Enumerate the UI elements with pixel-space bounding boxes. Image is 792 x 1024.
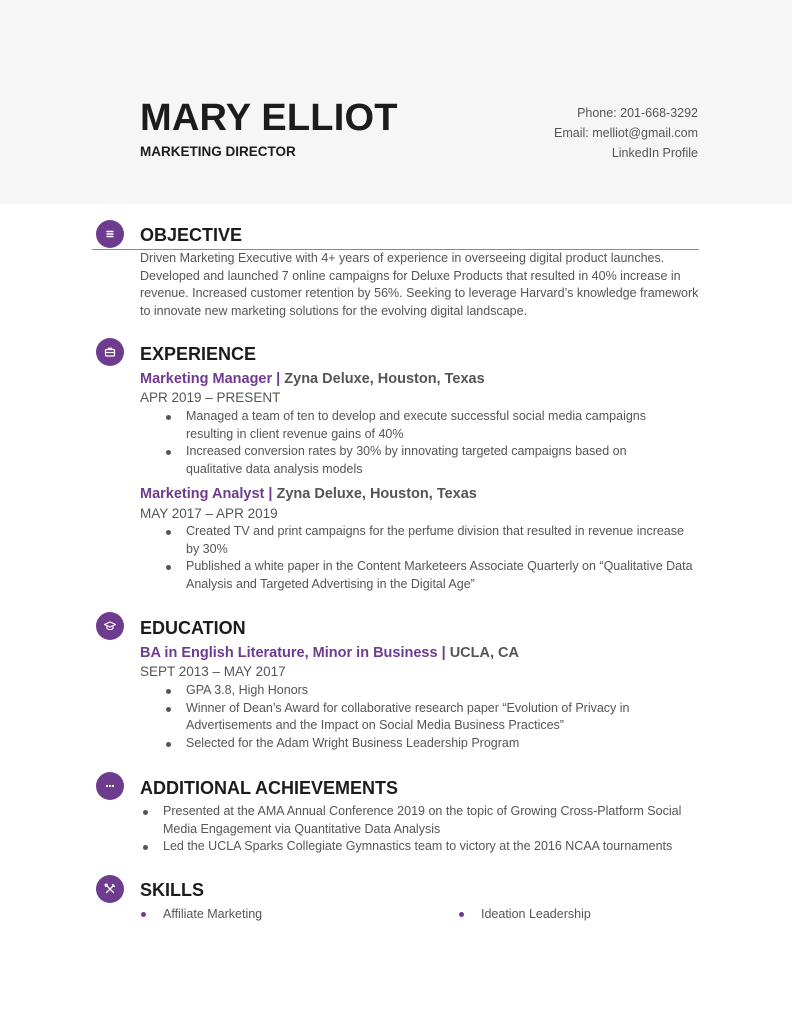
contact-phone: Phone: 201-668-3292 [577,106,698,120]
skill-item: Affiliate Marketing [140,906,262,923]
job-position: Marketing Analyst [140,486,265,502]
contact-block [554,103,698,163]
job-position: Marketing Manager [140,371,273,387]
more-dots-icon [96,772,124,800]
list-item: Increased conversion rates by 30% by innovating targeted campaigns based on qualitative data analysis models [163,443,673,478]
section-title-education: EDUCATION [140,618,246,638]
job-bullets-2 [163,523,698,593]
objective-text: Driven Marketing Executive with 4+ years of experience in overseeing digital product launches. Developed and launched 7 online campaigns for Deluxe Products that resulted in 40% increase in revenue. Increased customer retention by 56%. Seeking to leverage Harvard’s knowledge framework to innovate new marketing solutions for the evolving digital landscape. [140,251,699,318]
tools-icon [96,875,124,903]
list-item: Presented at the AMA Annual Conference 2019 on the topic of Growing Cross-Platform Social Media Engagement via Quantitative Data Analysis [140,803,705,838]
job-company: Zyna Deluxe, Houston, Texas [276,486,477,502]
degree: BA in English Literature, Minor in Business [140,645,438,661]
list-item: Winner of Dean’s Award for collaborative research paper “Evolution of Privacy in Advertisements and the Impact on Social Media Business Practices” [163,700,663,735]
job-title-2 [140,485,477,503]
education-bullets [163,682,663,752]
list-item: GPA 3.8, High Honors [163,682,663,700]
degree-separator: | [437,645,450,661]
list-item: Created TV and print campaigns for the perfume division that resulted in revenue increase by 30% [163,523,698,558]
school: UCLA, CA [449,645,519,661]
list-item: Managed a team of ten to develop and execute successful social media campaigns resulting in client revenue gains of 40% [163,408,673,443]
list-item: Published a white paper in the Content Marketeers Associate Quarterly on “Qualitative Data Analysis and Targeted Advertising in the Digital Age” [163,558,698,593]
list-item: Led the UCLA Sparks Collegiate Gymnastics team to victory at the 2016 NCAA tournaments [140,838,705,856]
section-title-achievements: ADDITIONAL ACHIEVEMENTS [140,778,399,798]
job-dates-2: MAY 2017 – APR 2019 [140,506,278,521]
job-separator: | [272,371,285,387]
briefcase-icon [96,338,124,366]
degree-line [140,644,519,662]
section-title-skills: SKILLS [140,880,205,900]
job-company: Zyna Deluxe, Houston, Texas [284,371,485,387]
job-bullets-1 [163,408,673,478]
contact-linkedin[interactable]: LinkedIn Profile [611,146,698,160]
job-separator: | [264,486,277,502]
candidate-role: MARKETING DIRECTOR [140,144,296,159]
list-icon [96,220,124,248]
candidate-name: MARY ELLIOT [140,97,398,139]
contact-email[interactable]: Email: melliot@gmail.com [554,126,698,140]
graduation-cap-icon [96,612,124,640]
section-title-objective: OBJECTIVE [140,225,243,245]
list-item: Selected for the Adam Wright Business Leadership Program [163,735,663,753]
education-dates: SEPT 2013 – MAY 2017 [140,664,286,679]
skill-item: Ideation Leadership [458,906,591,923]
job-dates-1: APR 2019 – PRESENT [140,390,281,405]
achievements-bullets [140,803,705,856]
job-title-1 [140,370,485,388]
section-title-experience: EXPERIENCE [140,344,257,364]
